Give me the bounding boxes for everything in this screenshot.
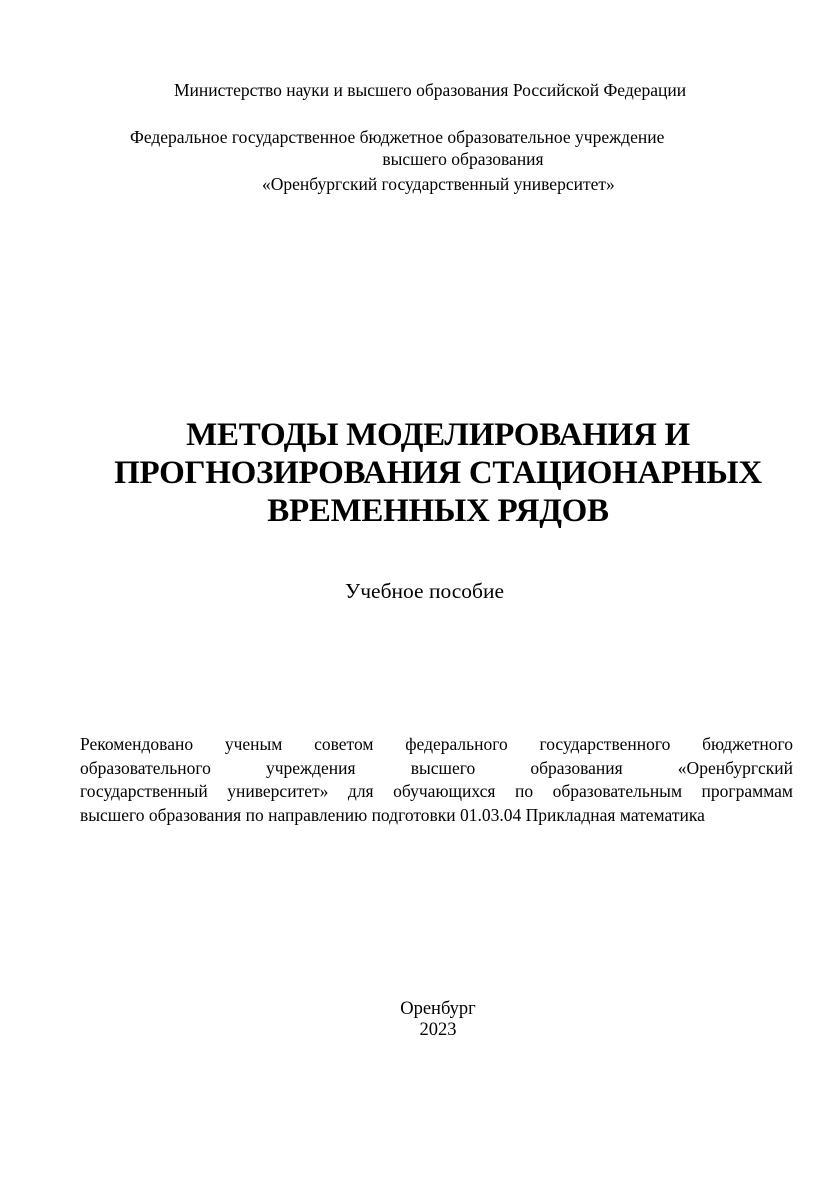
- title-line-1: МЕТОДЫ МОДЕЛИРОВАНИЯ И: [186, 417, 690, 453]
- document-title: [0, 416, 836, 530]
- document-subtitle: Учебное пособие: [345, 579, 505, 603]
- title-line-3: ВРЕМЕННЫХ РЯДОВ: [267, 493, 609, 529]
- publication-city: Оренбург: [400, 999, 476, 1019]
- institution-line-2: высшего образования: [382, 149, 544, 169]
- ministry-name: Министерство науки и высшего образования Российской Федерации: [174, 80, 687, 100]
- recommendation-line-3: государственный университет» для обучающихся по образовательным программам: [80, 781, 793, 801]
- title-line-2: ПРОГНОЗИРОВАНИЯ СТАЦИОНАРНЫХ: [114, 455, 762, 491]
- publication-year: 2023: [419, 1020, 457, 1040]
- institution-line-1: Федеральное государственное бюджетное образовательное учреждение: [130, 127, 665, 147]
- institution-line-3: «Оренбургский государственный университет»: [262, 174, 615, 194]
- recommendation-paragraph: [80, 733, 793, 827]
- recommendation-line-2: образовательного учреждения высшего образования «Оренбургский: [80, 757, 793, 778]
- recommendation-line-1: Рекомендовано ученым советом федерального государственного бюджетного: [80, 734, 793, 754]
- recommendation-line-4: высшего образования по направлению подготовки 01.03.04 Прикладная математика: [80, 804, 705, 825]
